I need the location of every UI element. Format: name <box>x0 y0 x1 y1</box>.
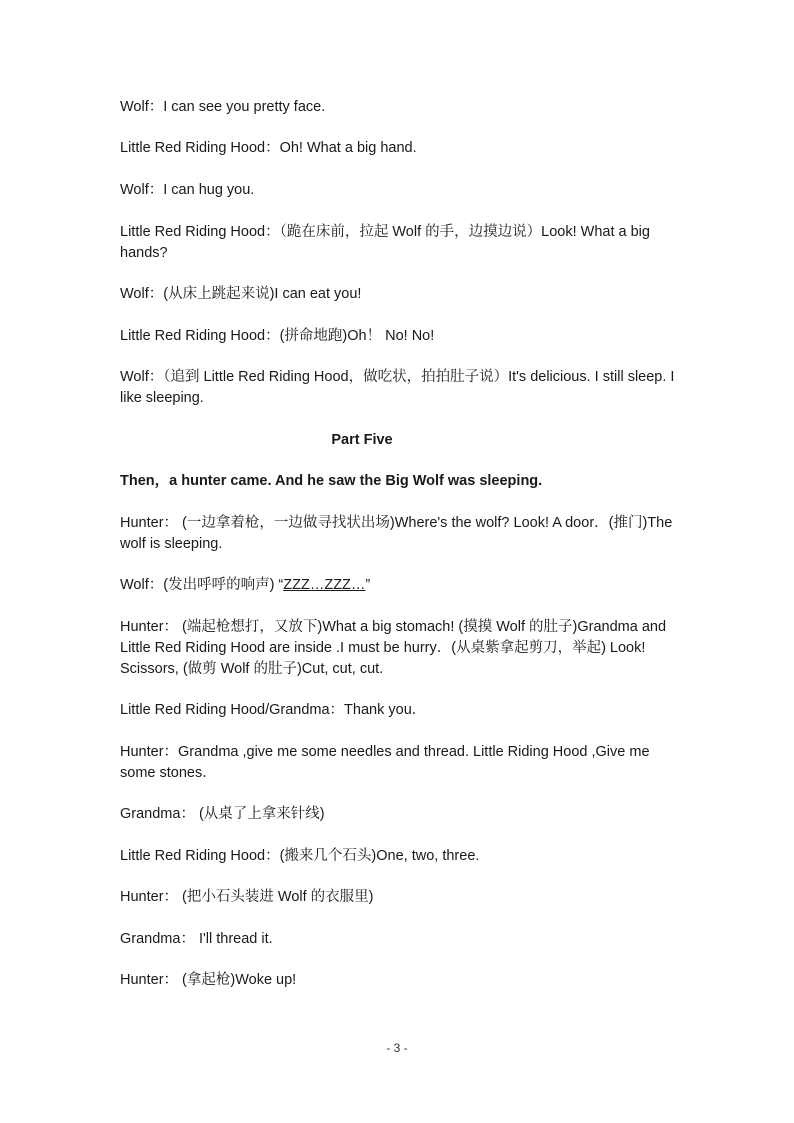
dialogue-line: Little Red Riding Hood：(拼命地跑)Oh！ No! No! <box>120 328 435 344</box>
dialogue-line: Grandma： (从桌了上拿来针线) <box>120 806 325 822</box>
closing-quote: ” <box>365 577 371 593</box>
dialogue-line: Hunter： (端起枪想打，又放下)What a big stomach! (摸摸 Wolf 的肚子)Grandma and Little Red Riding Hood are inside .I must be hurry．(从桌紫拿起剪刀，举起) Look! Scissors, (做剪 Wolf 的肚子)Cut, cut, cut. <box>120 619 667 677</box>
page-number: - 3 - <box>386 1041 408 1055</box>
dialogue-line: Little Red Riding Hood：Oh! What a big hand. <box>120 140 417 156</box>
dialogue-text: Wolf：(发出呼呼的响声) “ <box>120 577 284 593</box>
dialogue-line: Hunter： (把小石头装进 Wolf 的衣服里) <box>120 889 374 905</box>
dialogue-line <box>120 575 680 596</box>
section-title: Part Five <box>331 432 393 448</box>
dialogue-line: Wolf：I can see you pretty face. <box>120 99 326 115</box>
dialogue-line: Hunter：Grandma ,give me some needles and thread. Little Riding Hood ,Give me some stones． <box>120 744 650 781</box>
dialogue-line: Wolf：（追到 Little Red Riding Hood，做吃状，拍拍肚子说）It's delicious. I still sleep. I like sleeping. <box>120 369 675 406</box>
snore-sound: ZZZ…ZZZ… <box>283 577 366 593</box>
narration-line: Then，a hunter came. And he saw the Big Wolf was sleeping. <box>120 473 543 489</box>
dialogue-line: Little Red Riding Hood：（跪在床前，拉起 Wolf 的手，边摸边说）Look! What a big hands? <box>120 224 650 261</box>
dialogue-line: Little Red Riding Hood：(搬来几个石头)One, two, three. <box>120 848 480 864</box>
dialogue-line: Hunter： (一边拿着枪，一边做寻找状出场)Where's the wolf? Look! A door．(推门)The wolf is sleeping. <box>120 515 673 552</box>
dialogue-line: Wolf：(从床上跳起来说)I can eat you! <box>120 286 362 302</box>
dialogue-line: Hunter： (拿起枪)Woke up! <box>120 972 297 988</box>
dialogue-line: Grandma： I'll thread it. <box>120 931 273 947</box>
dialogue-line: Little Red Riding Hood/Grandma：Thank you． <box>120 702 427 718</box>
dialogue-line: Wolf：I can hug you. <box>120 182 255 198</box>
